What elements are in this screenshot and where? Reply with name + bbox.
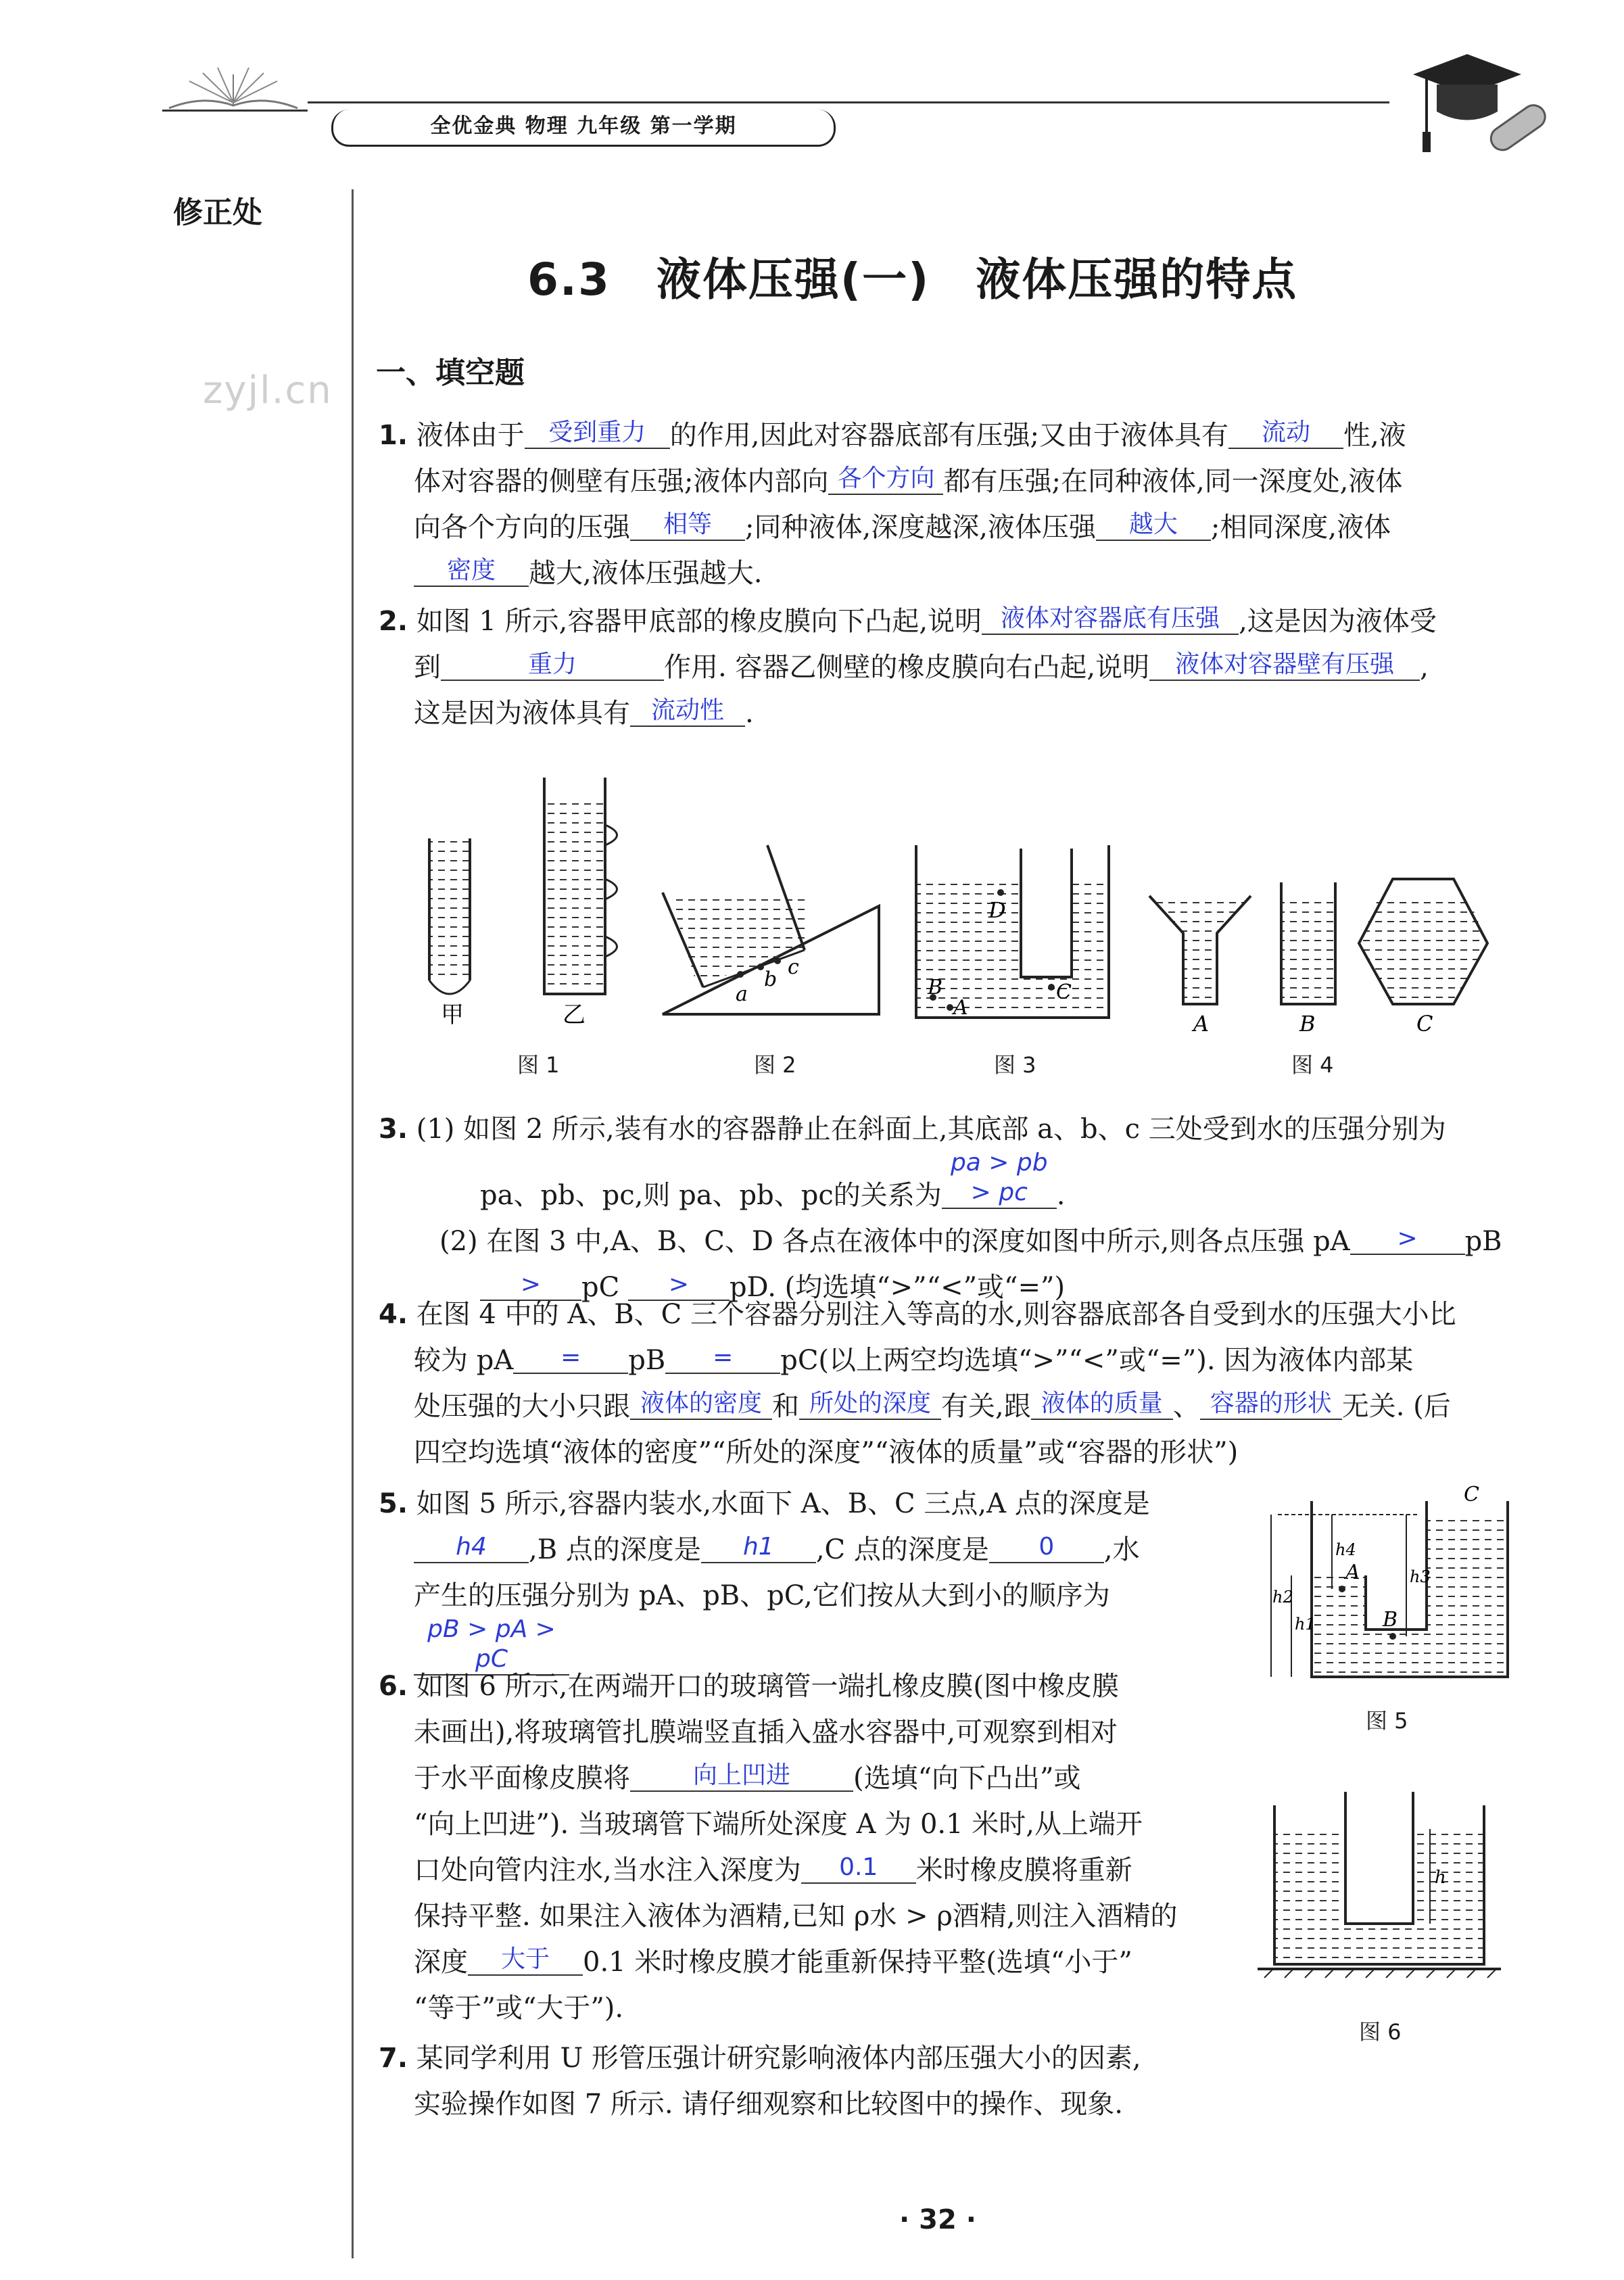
figure-6-diagram: [1258, 1792, 1501, 1995]
figure-4-caption: 图 4: [1291, 1052, 1334, 1078]
depth-label: h2: [1272, 1588, 1293, 1607]
answer-blank: 越大: [1096, 510, 1211, 541]
question-4: 4. 在图 4 中的 A、B、C 三个容器分别注入等高的水,则容器底部各自受到水的压强大小比 较为 pA = pB = pC(以上两空均选填“>”“<”或“=”). 因为液体内部某 处压强的大小只跟 液体的密度 和 所处的深度 有关,跟 液体的质量 、 容器的形状 无关. (后 四空均选填“液体的密度”“所处的深度”“液体的质量”或“容器的形状”): [379, 1299, 1456, 1468]
figure-5-caption: 图 5: [1366, 1708, 1408, 1734]
point-label: D: [988, 897, 1006, 923]
answer-blank: 重力: [441, 650, 664, 681]
depth-label: h: [1435, 1868, 1446, 1888]
depth-label: h3: [1410, 1567, 1431, 1586]
point-label: C: [1056, 980, 1072, 1004]
figure-2-caption: 图 2: [754, 1052, 796, 1078]
answer-blank: >: [480, 1270, 581, 1301]
question-2: 2. 如图 1 所示,容器甲底部的橡皮膜向下凸起,说明 液体对容器底有压强 ,这是因为液体受 到 重力 作用. 容器乙侧壁的橡皮膜向右凸起,说明 液体对容器壁有压强 , 这是因为液体具有 流动性 .: [379, 604, 1437, 729]
answer-blank: >: [628, 1270, 730, 1301]
open-book-icon: [162, 61, 304, 115]
answer-blank: 密度: [414, 556, 529, 587]
answer-blank: 相等: [630, 510, 745, 541]
correction-margin-label: 修正处: [173, 195, 262, 230]
answer-blank: =: [513, 1343, 628, 1374]
question-number: 1.: [379, 420, 408, 451]
figure-4-diagram: [1143, 879, 1548, 1035]
figure-1-caption: 图 1: [517, 1052, 560, 1078]
answer-blank: 液体的密度: [630, 1389, 772, 1420]
answer-blank: 大于: [468, 1945, 583, 1976]
page-number: · 32 ·: [899, 2204, 976, 2235]
question-6: 6. 如图 6 所示,在两端开口的玻璃管一端扎橡皮膜(图中橡皮膜 未画出),将玻璃管扎膜端竖直插入盛水容器中,可观察到相对 于水平面橡皮膜将 向上凹进 (选填“向下凸出”或 “向上凹进”). 当玻璃管下端所处深度 A 为 0.1 米时,从上端开 口处向管内注水,当水注入深度为 0.1 米时橡皮膜将重新 保持平整. 如果注入液体为酒精,已知 ρ水 > ρ酒精,则注入酒精的 深度 大于 0.1 米时橡皮膜才能重新保持平整(选填“小于” “等于”或“大于”).: [379, 1671, 1178, 2024]
graduation-cap-icon: [1406, 47, 1548, 162]
container-label: B: [1299, 1011, 1316, 1037]
point-label: B: [1383, 1608, 1398, 1632]
answer-blank: 液体的质量: [1031, 1389, 1173, 1420]
margin-divider: [352, 189, 354, 2258]
answer-blank: 所处的深度: [799, 1389, 941, 1420]
figure-1-diagram: [412, 771, 649, 1028]
question-3: 3. (1) 如图 2 所示,装有水的容器静止在斜面上,其底部 a、b、c 三处受到水的压强分别为 pa、pb、pc,则 pa、pb、pc的关系为pa > pb > pc . (2) 在图 3 中,A、B、C、D 各点在液体中的深度如图中所示,则各点压强 pA > pB > pC > pD. (均选填“>”“<”或“=”): [379, 1114, 1502, 1303]
answer-blank: 液体对容器底有压强: [982, 604, 1239, 635]
answer-blank: 受到重力: [525, 418, 670, 449]
answer-blank: 流动: [1228, 418, 1343, 449]
point-label: C: [1464, 1483, 1479, 1506]
figure-6-caption: 图 6: [1359, 2019, 1402, 2045]
answer-blank: 向上凹进: [630, 1761, 853, 1792]
point-label: A: [1345, 1561, 1360, 1584]
point-label: c: [788, 955, 799, 979]
depth-label: h4: [1335, 1540, 1356, 1559]
answer-blank: h4: [414, 1532, 529, 1563]
answer-blank: 各个方向: [828, 464, 943, 495]
label-yi: 乙: [563, 1001, 586, 1028]
question-number: 6.: [379, 1671, 408, 1702]
question-number: 4.: [379, 1299, 408, 1330]
figure-2-diagram: [663, 838, 886, 1028]
answer-blank: pB > pA > pC: [414, 1615, 569, 1676]
watermark: zyjl.cn: [203, 369, 333, 412]
header-rule-left: [162, 110, 308, 112]
depth-label: h1: [1295, 1615, 1316, 1634]
point-label: A: [953, 996, 968, 1020]
page-title: 6.3 液体压强(一) 液体压强的特点: [527, 254, 1298, 306]
answer-blank: 液体对容器壁有压强: [1149, 650, 1420, 681]
question-number: 3.: [379, 1114, 408, 1145]
figure-3-caption: 图 3: [994, 1052, 1036, 1078]
answer-blank: 0: [989, 1532, 1104, 1563]
answer-blank: h1: [701, 1532, 816, 1563]
question-number: 5.: [379, 1488, 408, 1519]
container-label: C: [1416, 1011, 1433, 1037]
question-number: 7.: [379, 2043, 408, 2074]
answer-blank: 容器的形状: [1200, 1389, 1342, 1420]
question-1: 1. 液体由于 受到重力 的作用,因此对容器底部有压强;又由于液体具有 流动 性,液 体对容器的侧壁有压强;液体内部向 各个方向 都有压强;在同种液体,同一深度处,液体 向各个方向的压强 相等 ;同种液体,深度越深,液体压强 越大 ;相同深度,液体 密度 越大,液体压强越大.: [379, 419, 1406, 589]
point-label: a: [736, 982, 748, 1006]
container-label: A: [1193, 1011, 1210, 1037]
point-label: B: [928, 976, 943, 999]
header-rule: [308, 101, 1389, 103]
answer-blank: =: [665, 1343, 780, 1374]
question-5: 5. 如图 5 所示,容器内装水,水面下 A、B、C 三点,A 点的深度是 h4 ,B 点的深度是 h1 ,C 点的深度是 0 ,水 产生的压强分别为 pA、pB、pC,它们按从大到小的顺序为 pB > pA > pC: [379, 1481, 1258, 1685]
book-title-header: 全优金典 物理 九年级 第一学期: [331, 110, 836, 147]
answer-blank: pa > pb > pc: [942, 1148, 1057, 1209]
section-heading: 一、填空题: [376, 356, 525, 390]
point-label: b: [764, 968, 778, 991]
answer-blank: 流动性: [630, 696, 745, 727]
answer-blank: >: [1350, 1224, 1465, 1255]
figure-3-diagram: [913, 842, 1116, 1024]
question-7: 7. 某同学利用 U 形管压强计研究影响液体内部压强大小的因素, 实验操作如图 7 所示. 请仔细观察和比较图中的操作、现象.: [379, 2043, 1141, 2120]
figure-5-diagram: [1264, 1483, 1514, 1684]
label-jia: 甲: [441, 1001, 464, 1028]
answer-blank: 0.1: [801, 1853, 916, 1884]
question-number: 2.: [379, 606, 408, 637]
